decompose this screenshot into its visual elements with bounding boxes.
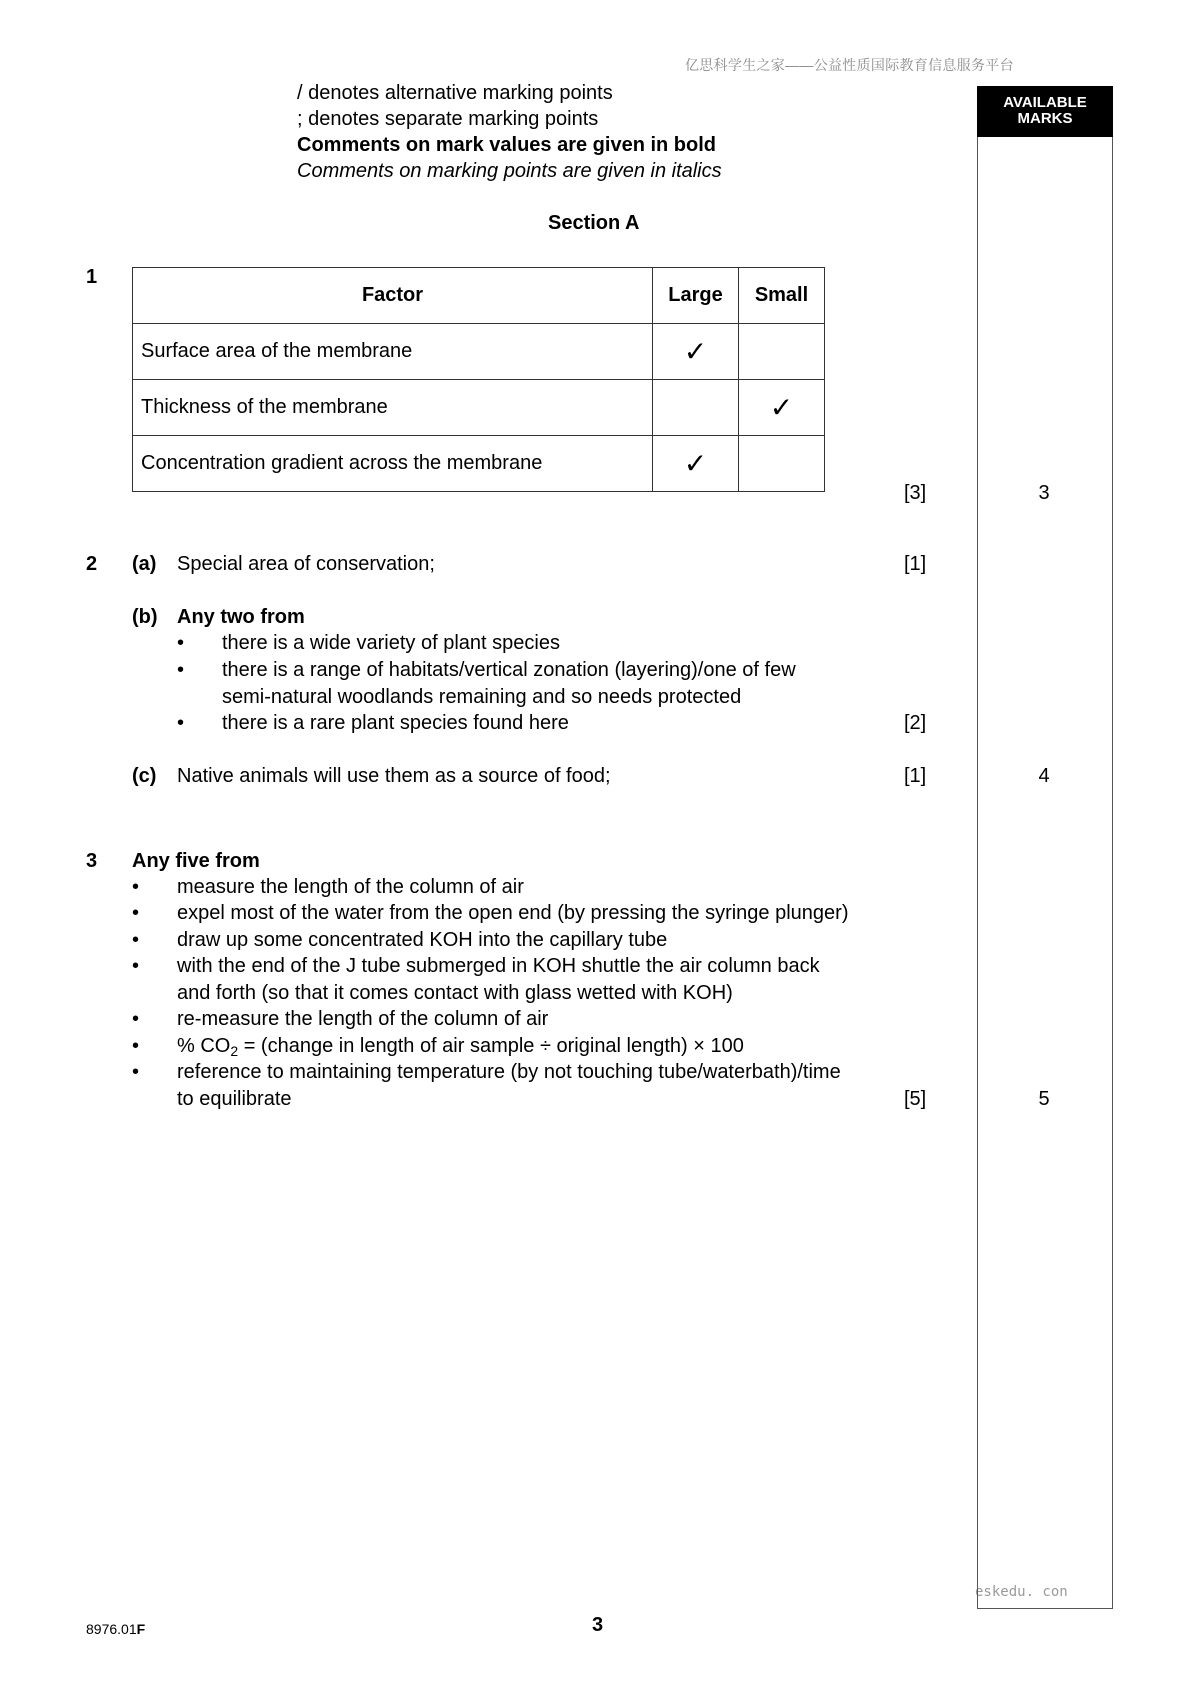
available-marks-column [977,86,1113,1609]
q3-bullet-continuation: to equilibrate [177,1088,292,1110]
available-marks-header-line1: AVAILABLE [1003,94,1087,111]
paper-code-number: 8976.01 [86,1621,137,1637]
paper-code [86,1621,145,1637]
table-row [133,380,825,436]
factor-cell: Thickness of the membrane [133,380,653,436]
section-title: Section A [548,212,640,234]
factor-cell: Concentration gradient across the membrane [133,436,653,492]
available-marks-header-line2: MARKS [1017,110,1073,127]
q2-number: 2 [86,553,98,575]
large-cell [653,380,739,436]
header-factor: Factor [133,268,653,324]
q3-co2-formula [177,1033,744,1059]
q3-bullet: expel most of the water from the open end (by pressing the syringe plunger) [177,902,849,924]
q2a-text: Special area of conservation; [177,553,435,575]
q2b-label: (b) [132,606,158,628]
factor-cell: Surface area of the membrane [133,324,653,380]
paper-code-suffix: F [136,1621,146,1637]
q3-bullet-symbol: • [132,1035,140,1057]
watermark-top: 亿思科学生之家——公益性质国际教育信息服务平台 [685,57,1014,73]
q3-bullet: measure the length of the column of air [177,876,524,898]
q3-number: 3 [86,850,98,872]
key-line-bold: Comments on mark values are given in bold [297,134,717,156]
q2b-bullet-symbol: • [177,659,185,681]
q3-bullet-symbol: • [132,929,140,951]
table-row [133,436,825,492]
q2c-label: (c) [132,765,157,787]
key-line-separate: ; denotes separate marking points [297,108,599,130]
available-marks-header [977,86,1113,137]
key-line-italic: Comments on marking points are given in italics [297,160,722,182]
q3-mark: [5] [904,1088,927,1110]
q3-heading: Any five from [132,850,260,872]
q3-bullet-symbol: • [132,902,140,924]
watermark-bottom: eskedu. con [975,1584,1068,1600]
page-number: 3 [592,1614,604,1636]
small-cell [739,436,825,492]
q2b-bullet-symbol: • [177,712,185,734]
q3-bullet-continuation: and forth (so that it comes contact with glass wetted with KOH) [177,982,733,1004]
q3-bullet: with the end of the J tube submerged in KOH shuttle the air column back [177,955,820,977]
q3-bullet-symbol: • [132,876,140,898]
header-small: Small [739,268,825,324]
q2b-heading: Any two from [177,606,305,628]
q2b-mark: [2] [904,712,927,734]
q1-mark: [3] [904,482,927,504]
q3-bullet-symbol: • [132,1008,140,1030]
co2-subscript: 2 [230,1043,239,1059]
q2a-label: (a) [132,553,157,575]
q3-bullet-symbol: • [132,955,140,977]
q3-available-marks: 5 [1038,1088,1050,1110]
q2b-bullet: there is a rare plant species found here [222,712,569,734]
q3-bullet: re-measure the length of the column of air [177,1008,549,1030]
q3-bullet: draw up some concentrated KOH into the capillary tube [177,929,668,951]
q2-available-marks: 4 [1038,765,1050,787]
key-line-alternative: / denotes alternative marking points [297,82,613,104]
q2c-text: Native animals will use them as a source of food; [177,765,611,787]
q3-bullet-symbol: • [132,1061,140,1083]
q2b-bullet: there is a wide variety of plant species [222,632,560,654]
co2-rest: = (change in length of air sample ÷ original length) × 100 [238,1035,744,1057]
factor-table-header [133,268,825,324]
q2c-mark: [1] [904,765,927,787]
co2-prefix: % CO [177,1035,231,1057]
q2a-mark: [1] [904,553,927,575]
header-large: Large [653,268,739,324]
large-cell: ✓ [653,436,739,492]
q1-number: 1 [86,266,98,288]
q1-available-marks: 3 [1038,482,1050,504]
q2b-bullet-symbol: • [177,632,185,654]
table-row [133,324,825,380]
q2b-bullet: there is a range of habitats/vertical zonation (layering)/one of few [222,659,796,681]
factor-table [132,267,825,492]
small-cell: ✓ [739,380,825,436]
q2b-bullet-continuation: semi-natural woodlands remaining and so needs protected [222,686,742,708]
q3-bullet: reference to maintaining temperature (by not touching tube/waterbath)/time [177,1061,841,1083]
small-cell [739,324,825,380]
large-cell: ✓ [653,324,739,380]
